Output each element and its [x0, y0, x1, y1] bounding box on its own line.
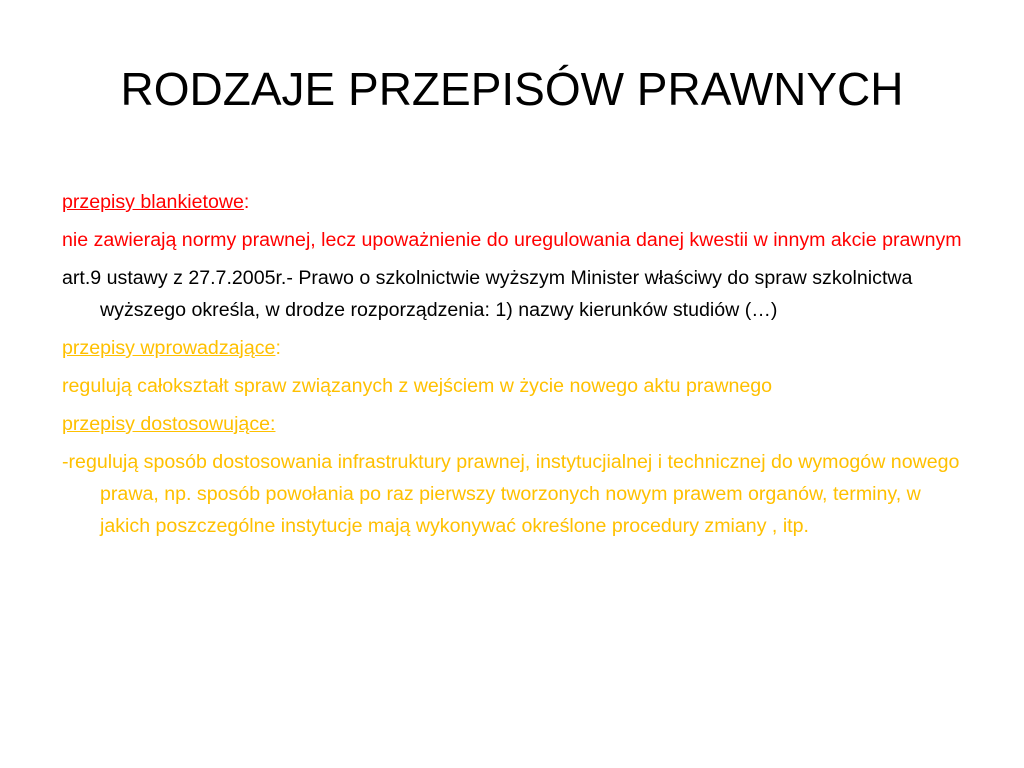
- slide-title: RODZAJE PRZEPISÓW PRAWNYCH: [120, 63, 904, 115]
- dostosowujace-heading-line: [62, 408, 972, 440]
- blankietowe-heading-line: [62, 186, 972, 218]
- wprowadzajace-heading-colon: :: [275, 337, 281, 359]
- slide-body: [62, 186, 972, 548]
- dostosowujace-heading: przepisy dostosowujące:: [62, 413, 276, 435]
- blankietowe-definition: nie zawierają normy prawnej, lecz upoważnienie do uregulowania danej kwestii w innym akcie prawnym: [62, 229, 962, 251]
- wprowadzajace-heading: przepisy wprowadzające: [62, 337, 276, 359]
- wprowadzajace-definition: regulują całokształt spraw związanych z wejściem w życie nowego aktu prawnego: [62, 375, 773, 397]
- blankietowe-heading: przepisy blankietowe: [62, 191, 244, 213]
- dostosowujace-definition: -regulują sposób dostosowania infrastruktury prawnej, instytucjialnej i technicznej do wymogów nowego prawa, np. sposób powołania po raz pierwszy tworzonych nowym prawem organów, terminy, w jakich poszczególne instytucje mają wykonywać określone procedury zmiany , itp.: [62, 451, 960, 537]
- blankietowe-heading-colon: :: [243, 191, 250, 213]
- blankietowe-example: art.9 ustawy z 27.7.2005r.- Prawo o szkolnictwie wyższym Minister właściwy do spraw szkolnictwa wyższego określa, w drodze rozporządzenia: 1) nazwy kierunków studiów (…): [62, 267, 913, 321]
- wprowadzajace-heading-line: [62, 332, 972, 364]
